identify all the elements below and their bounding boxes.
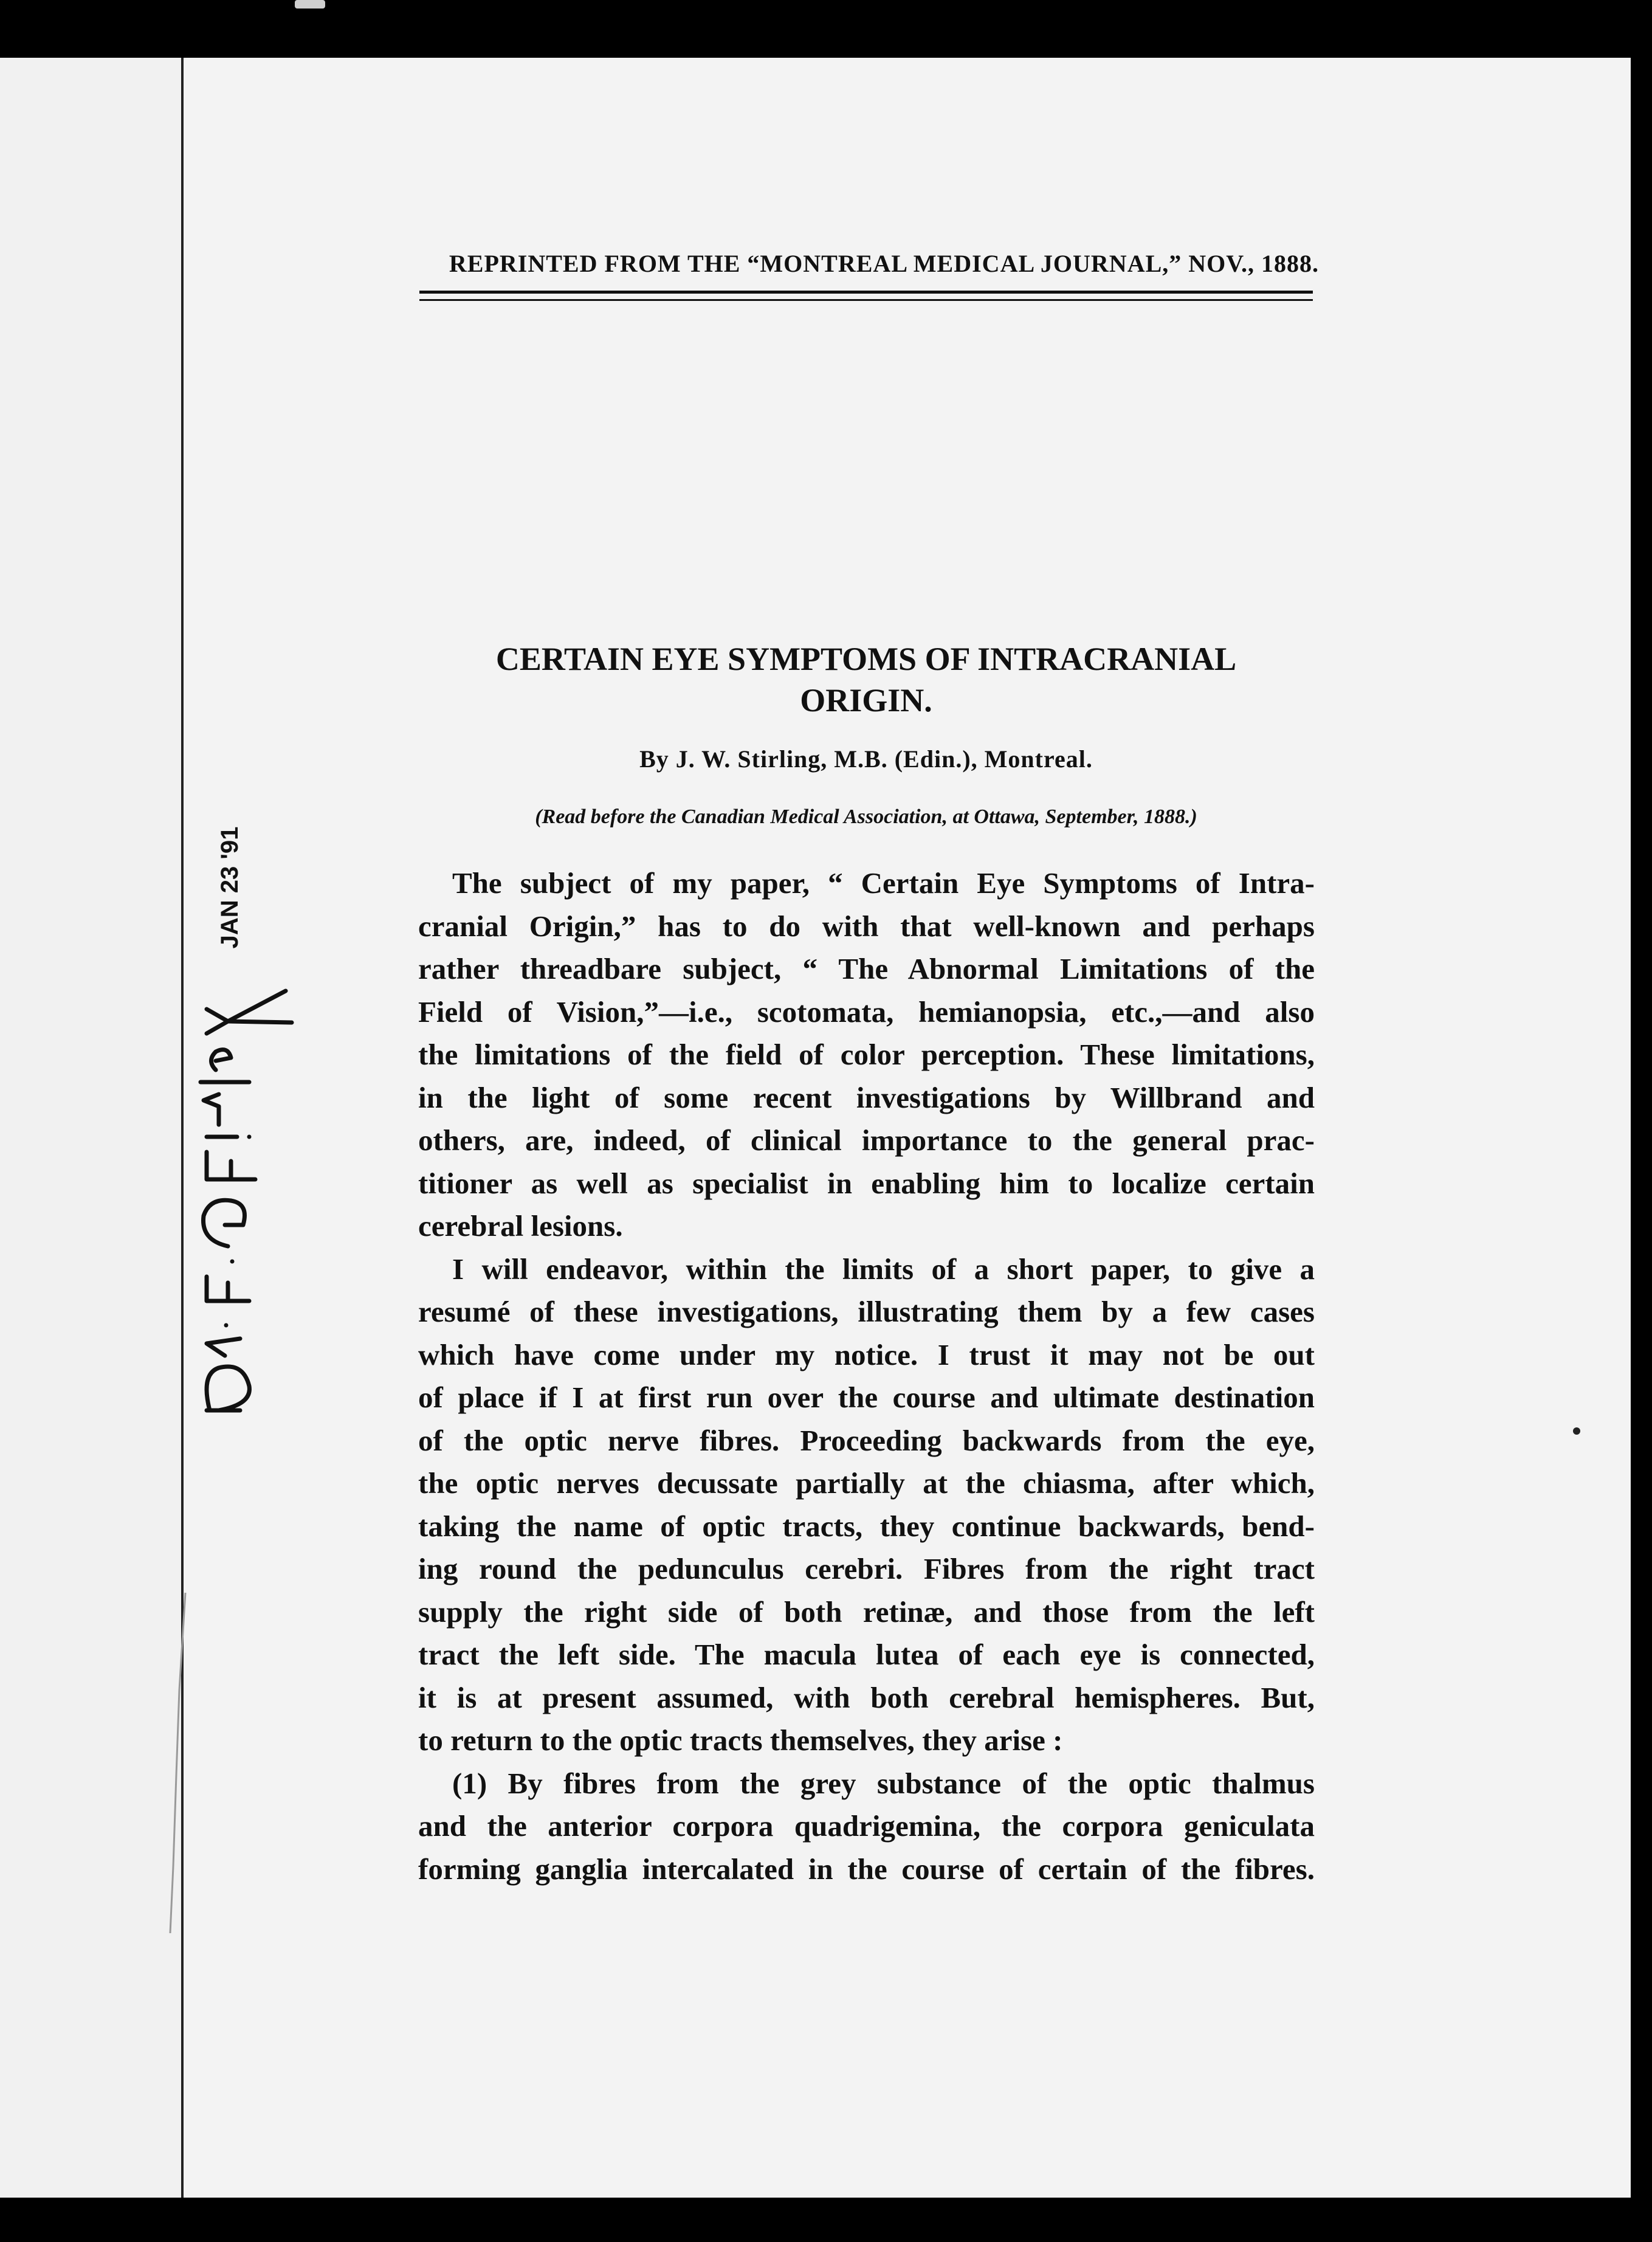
body-line: tract the left side. The macula lutea of each eye is connected, xyxy=(418,1638,1315,1671)
scan-edge-mark xyxy=(295,0,325,9)
body-line: Field of Vision,”—i.e., scotomata, hemianopsia, etc.,—and also xyxy=(418,995,1315,1029)
body-line: I will endeavor, within the limits of a short paper, to give a xyxy=(452,1252,1315,1286)
body-line: (1) By fibres from the grey substance of the optic thalmus xyxy=(452,1766,1315,1800)
body-line: taking the name of optic tracts, they continue backwards, bend- xyxy=(418,1509,1315,1543)
title-line-2: ORIGIN. xyxy=(800,682,932,719)
body-line: the optic nerves decussate partially at the chiasma, after which, xyxy=(418,1466,1315,1500)
read-before-note: (Read before the Canadian Medical Association, at Ottawa, September, 1888.) xyxy=(535,805,1197,828)
left-page-leaf xyxy=(0,58,181,2198)
body-line: which have come under my notice. I trust it may not be out xyxy=(418,1337,1315,1371)
running-head: REPRINTED FROM THE “MONTREAL MEDICAL JOURNAL,” NOV., 1888. xyxy=(449,250,1319,277)
body-line: resumé of these investigations, illustrating them by a few cases xyxy=(418,1295,1315,1328)
header-rule-thick xyxy=(419,291,1313,294)
date-stamp-text: JAN 23 '91 xyxy=(216,826,243,949)
title-line-1: CERTAIN EYE SYMPTOMS OF INTRACRANIAL xyxy=(495,641,1237,677)
article-title xyxy=(419,638,1313,721)
handwritten-signature-drawing xyxy=(182,985,298,1423)
body-line: of place if I at first run over the course and ultimate destination xyxy=(418,1381,1315,1414)
body-line: it is at present assumed, with both cerebral hemispheres. But, xyxy=(418,1680,1315,1714)
body-line: cerebral lesions. xyxy=(418,1209,623,1243)
author-byline: By J. W. Stirling, M.B. (Edin.), Montreal. xyxy=(639,745,1093,773)
body-line: titioner as well as specialist in enabling him to localize certain xyxy=(418,1166,1315,1200)
body-line: supply the right side of both retinæ, and those from the left xyxy=(418,1595,1315,1629)
header-rule-thin xyxy=(419,299,1313,301)
date-stamp xyxy=(212,809,248,967)
body-line: to return to the optic tracts themselves, they arise : xyxy=(418,1723,1063,1757)
body-line: others, are, indeed, of clinical importance to the general prac- xyxy=(418,1123,1315,1157)
margin-speck xyxy=(1573,1427,1580,1435)
body-line: The subject of my paper, “ Certain Eye Symptoms of Intra- xyxy=(452,866,1315,900)
article-body xyxy=(418,862,1315,1891)
body-line: rather threadbare subject, “ The Abnormal Limitations of the xyxy=(418,952,1315,985)
body-line: forming ganglia intercalated in the course of certain of the fibres. xyxy=(418,1852,1315,1886)
body-line: cranial Origin,” has to do with that well-known and perhaps xyxy=(418,909,1315,943)
body-line: and the anterior corpora quadrigemina, the corpora geniculata xyxy=(418,1809,1315,1843)
body-line: of the optic nerve fibres. Proceeding backwards from the eye, xyxy=(418,1423,1315,1457)
body-line: in the light of some recent investigations by Willbrand and xyxy=(418,1080,1315,1114)
margin-pencil-stroke xyxy=(158,1593,194,1933)
body-line: the limitations of the field of color perception. These limitations, xyxy=(418,1038,1315,1071)
body-line: ing round the pedunculus cerebri. Fibres from the right tract xyxy=(418,1552,1315,1585)
